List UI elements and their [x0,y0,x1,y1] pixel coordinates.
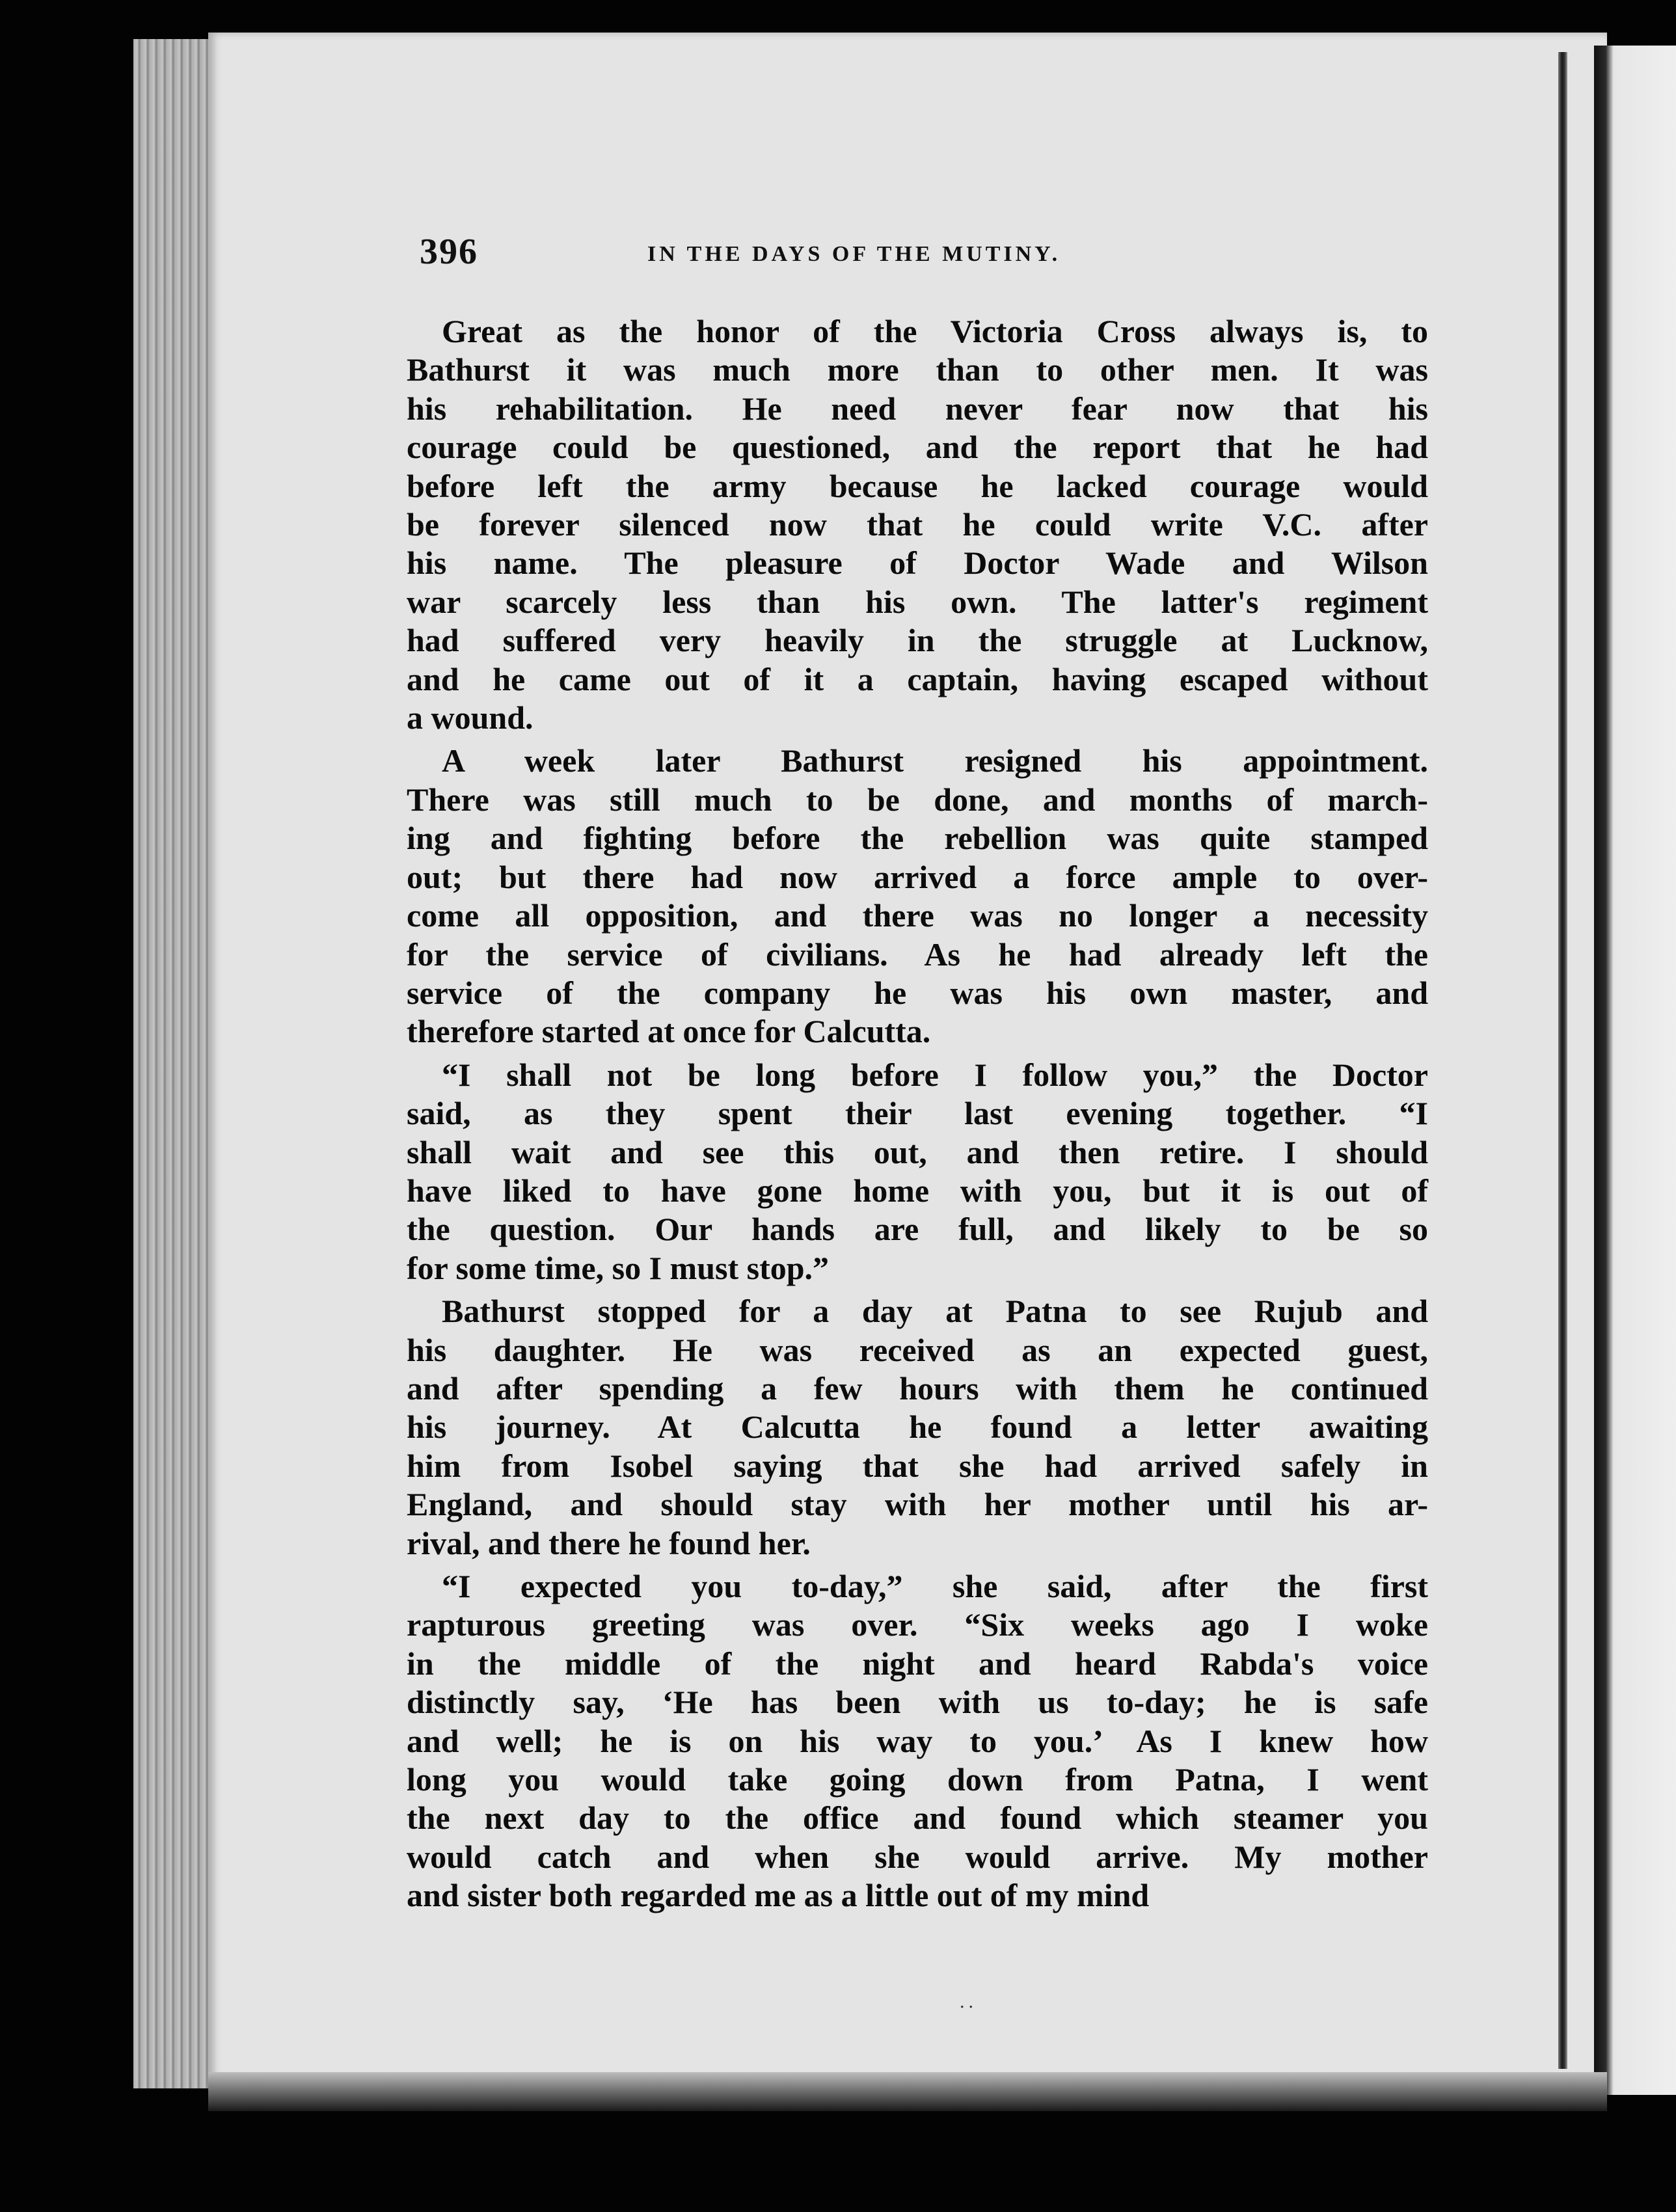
running-title: IN THE DAYS OF THE MUTINY. [647,242,1061,266]
text-line: A week later Bathurst resigned his appointment. [442,742,1428,779]
text-line: for the service of civilians. As he had already left the [407,936,1428,973]
text-line: “I expected you to-day,” she said, after the first [442,1568,1428,1604]
page-bottom-edge [208,2072,1607,2111]
text-line: had suffered very heavily in the struggle at Lucknow, [407,622,1428,659]
text-line: “I shall not be long before I follow you,” the Doctor [442,1056,1428,1093]
text-line: Great as the honor of the Victoria Cross always is, to [442,313,1428,349]
text-line: his name. The pleasure of Doctor Wade and Wilson [407,545,1428,582]
text-line: Bathurst stopped for a day at Patna to see Rujub and [442,1293,1428,1330]
text-line: England, and should stay with her mother until his ar- [407,1486,1428,1523]
text-line: ing and fighting before the rebellion was quite stamped [407,820,1428,857]
text-line: him from Isobel saying that she had arrived safely in [407,1447,1428,1484]
text-line: be forever silenced now that he could write V.C. after [407,506,1428,543]
body-text [407,312,1428,1920]
text-line: the next day to the office and found which steamer you [407,1800,1428,1837]
text-line: before left the army because he lacked courage would [407,467,1428,504]
text-line: come all opposition, and there was no longer a necessity [407,897,1428,934]
text-line: and he came out of it a captain, having escaped without [407,660,1428,697]
text-line: rapturous greeting was over. “Six weeks ago I woke [407,1606,1428,1643]
text-line: and well; he is on his way to you.’ As I knew how [407,1722,1428,1759]
text-line: a wound. [407,699,534,736]
text-line: his journey. At Calcutta he found a letter awaiting [407,1409,1428,1446]
paragraph [407,742,1428,1051]
paragraph [407,312,1428,737]
text-line: the question. Our hands are full, and likely to be so [407,1211,1428,1248]
text-line: said, as they spent their last evening together. “I [407,1095,1428,1132]
text-line: long you would take going down from Patna, I went [407,1761,1428,1798]
text-line: for some time, so I must stop.” [407,1249,830,1286]
paragraph [407,1567,1428,1915]
facing-page-edge [1594,46,1676,2095]
text-line: out; but there had now arrived a force ample to over- [407,858,1428,895]
text-line: shall wait and see this out, and then retire. I should [407,1133,1428,1170]
text-line: rival, and there he found her. [407,1524,811,1561]
running-head [420,231,1200,276]
print-speck: .. [960,1991,977,2012]
text-line: his rehabilitation. He need never fear now that his [407,390,1428,427]
text-line: and after spending a few hours with them he continued [407,1369,1428,1407]
paragraph [407,1056,1428,1288]
page-number: 396 [420,232,478,272]
text-line: and sister both regarded me as a little out of my mind [407,1877,1150,1914]
text-line: service of the company he was his own master, and [407,974,1428,1011]
text-line: Bathurst it was much more than to other men. It was [407,351,1428,388]
book-gutter [1558,52,1567,2069]
paragraph [407,1292,1428,1563]
text-line: distinctly say, ‘He has been with us to-day; he is safe [407,1684,1428,1721]
text-line: in the middle of the night and heard Rabda's voice [407,1645,1428,1682]
text-line: therefore started at once for Calcutta. [407,1013,931,1050]
text-line: courage could be questioned, and the report that he had [407,429,1428,466]
text-line: There was still much to be done, and months of march- [407,781,1428,818]
text-line: would catch and when she would arrive. My mother [407,1838,1428,1875]
text-line: war scarcely less than his own. The latter's regiment [407,583,1428,620]
text-line: his daughter. He was received as an expected guest, [407,1331,1428,1368]
text-line: have liked to have gone home with you, but it is out of [407,1172,1428,1209]
